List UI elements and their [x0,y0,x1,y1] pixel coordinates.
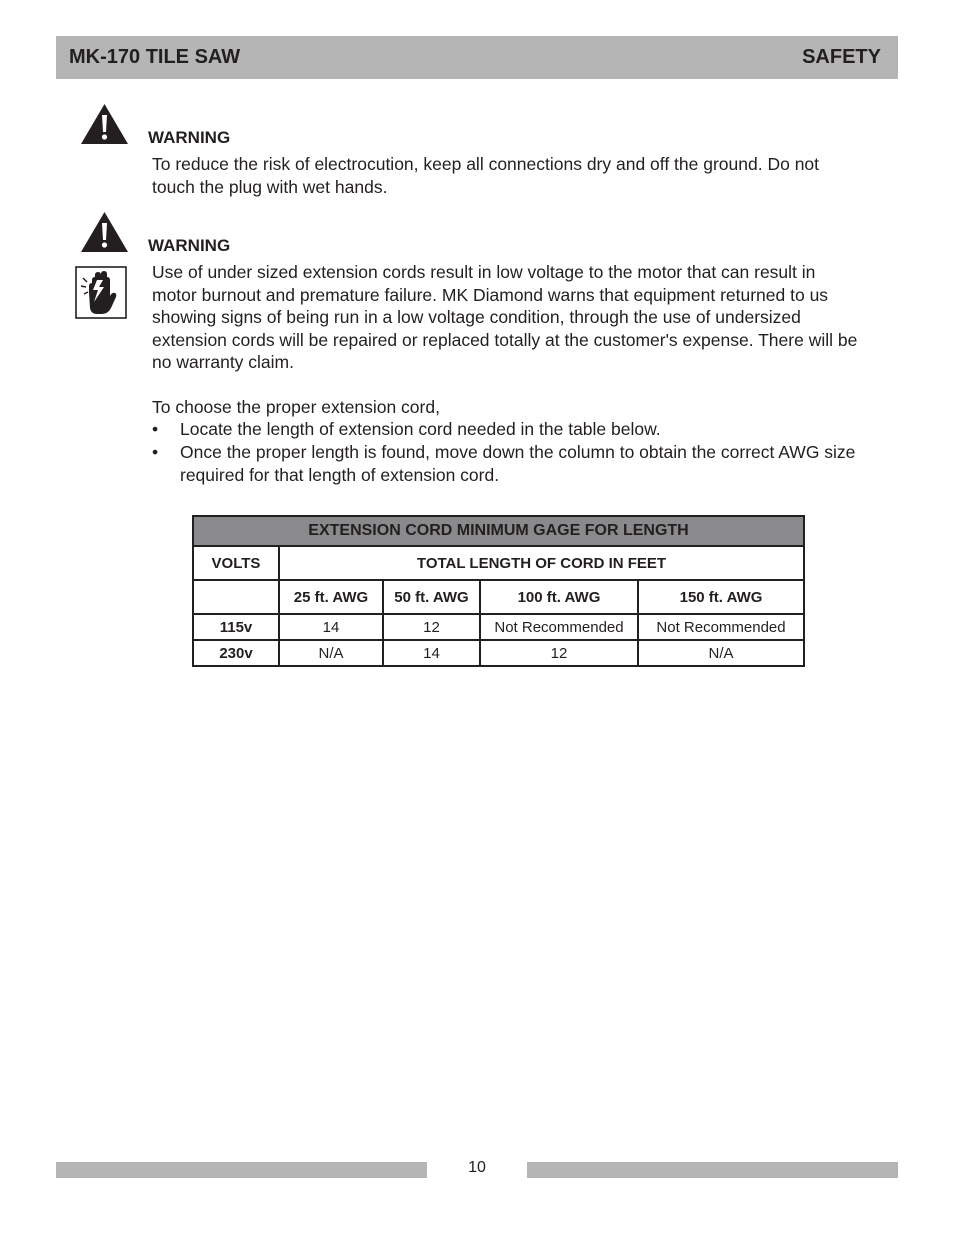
column-header: 25 ft. AWG [279,580,383,614]
bullet-icon: • [152,419,159,439]
page-number: 10 [468,1159,486,1176]
warning-triangle-icon [80,211,129,253]
table-row [193,614,804,640]
column-header: 50 ft. AWG [383,580,480,614]
warning-triangle-icon [80,103,129,145]
volts-cell: 115v [193,614,279,640]
table-cell: 12 [383,614,480,640]
page-header [56,36,898,79]
column-header: 100 ft. AWG [480,580,638,614]
table-cell: Not Recommended [638,614,804,640]
length-header: TOTAL LENGTH OF CORD IN FEET [279,546,804,580]
table-cell: N/A [279,640,383,666]
warning-1-title: WARNING [148,128,231,147]
extension-cord-intro: To choose the proper extension cord, [152,397,440,417]
section-title: SAFETY [802,46,881,68]
table-row [193,640,804,666]
footer-bar-right [527,1162,898,1178]
warning-2-title: WARNING [148,236,231,255]
table-cell: 14 [279,614,383,640]
volts-cell: 230v [193,640,279,666]
column-header: 150 ft. AWG [638,580,804,614]
warning-1-text: To reduce the risk of electrocution, keep all connections dry and off the ground. Do not touch the plug with wet hands. [152,154,820,197]
list-item-text: Once the proper length is found, move down the column to obtain the correct AWG size required for that length of extension cord. [180,442,856,485]
table-cell: 12 [480,640,638,666]
bullet-icon: • [152,442,159,462]
document-title: MK-170 TILE SAW [69,46,241,68]
list-item-text: Locate the length of extension cord needed in the table below. [180,419,661,439]
table-cell: Not Recommended [480,614,638,640]
extension-cord-table [192,515,805,667]
volts-header: VOLTS [193,546,279,580]
table-title: EXTENSION CORD MINIMUM GAGE FOR LENGTH [193,516,804,546]
electric-shock-hand-icon [75,266,127,319]
warning-2-text: Use of under sized extension cords result in low voltage to the motor that can result in motor burnout and premature failure. MK Diamond warns that equipment returned to us showing signs of being run in a low voltage condition, through the use of undersized extension cords will be repaired or replaced totally at the customer's expense. There will be no warranty claim. [152,262,858,373]
table-cell: 14 [383,640,480,666]
table-cell: N/A [638,640,804,666]
footer-bar-left [56,1162,427,1178]
empty-header-cell [193,580,279,614]
